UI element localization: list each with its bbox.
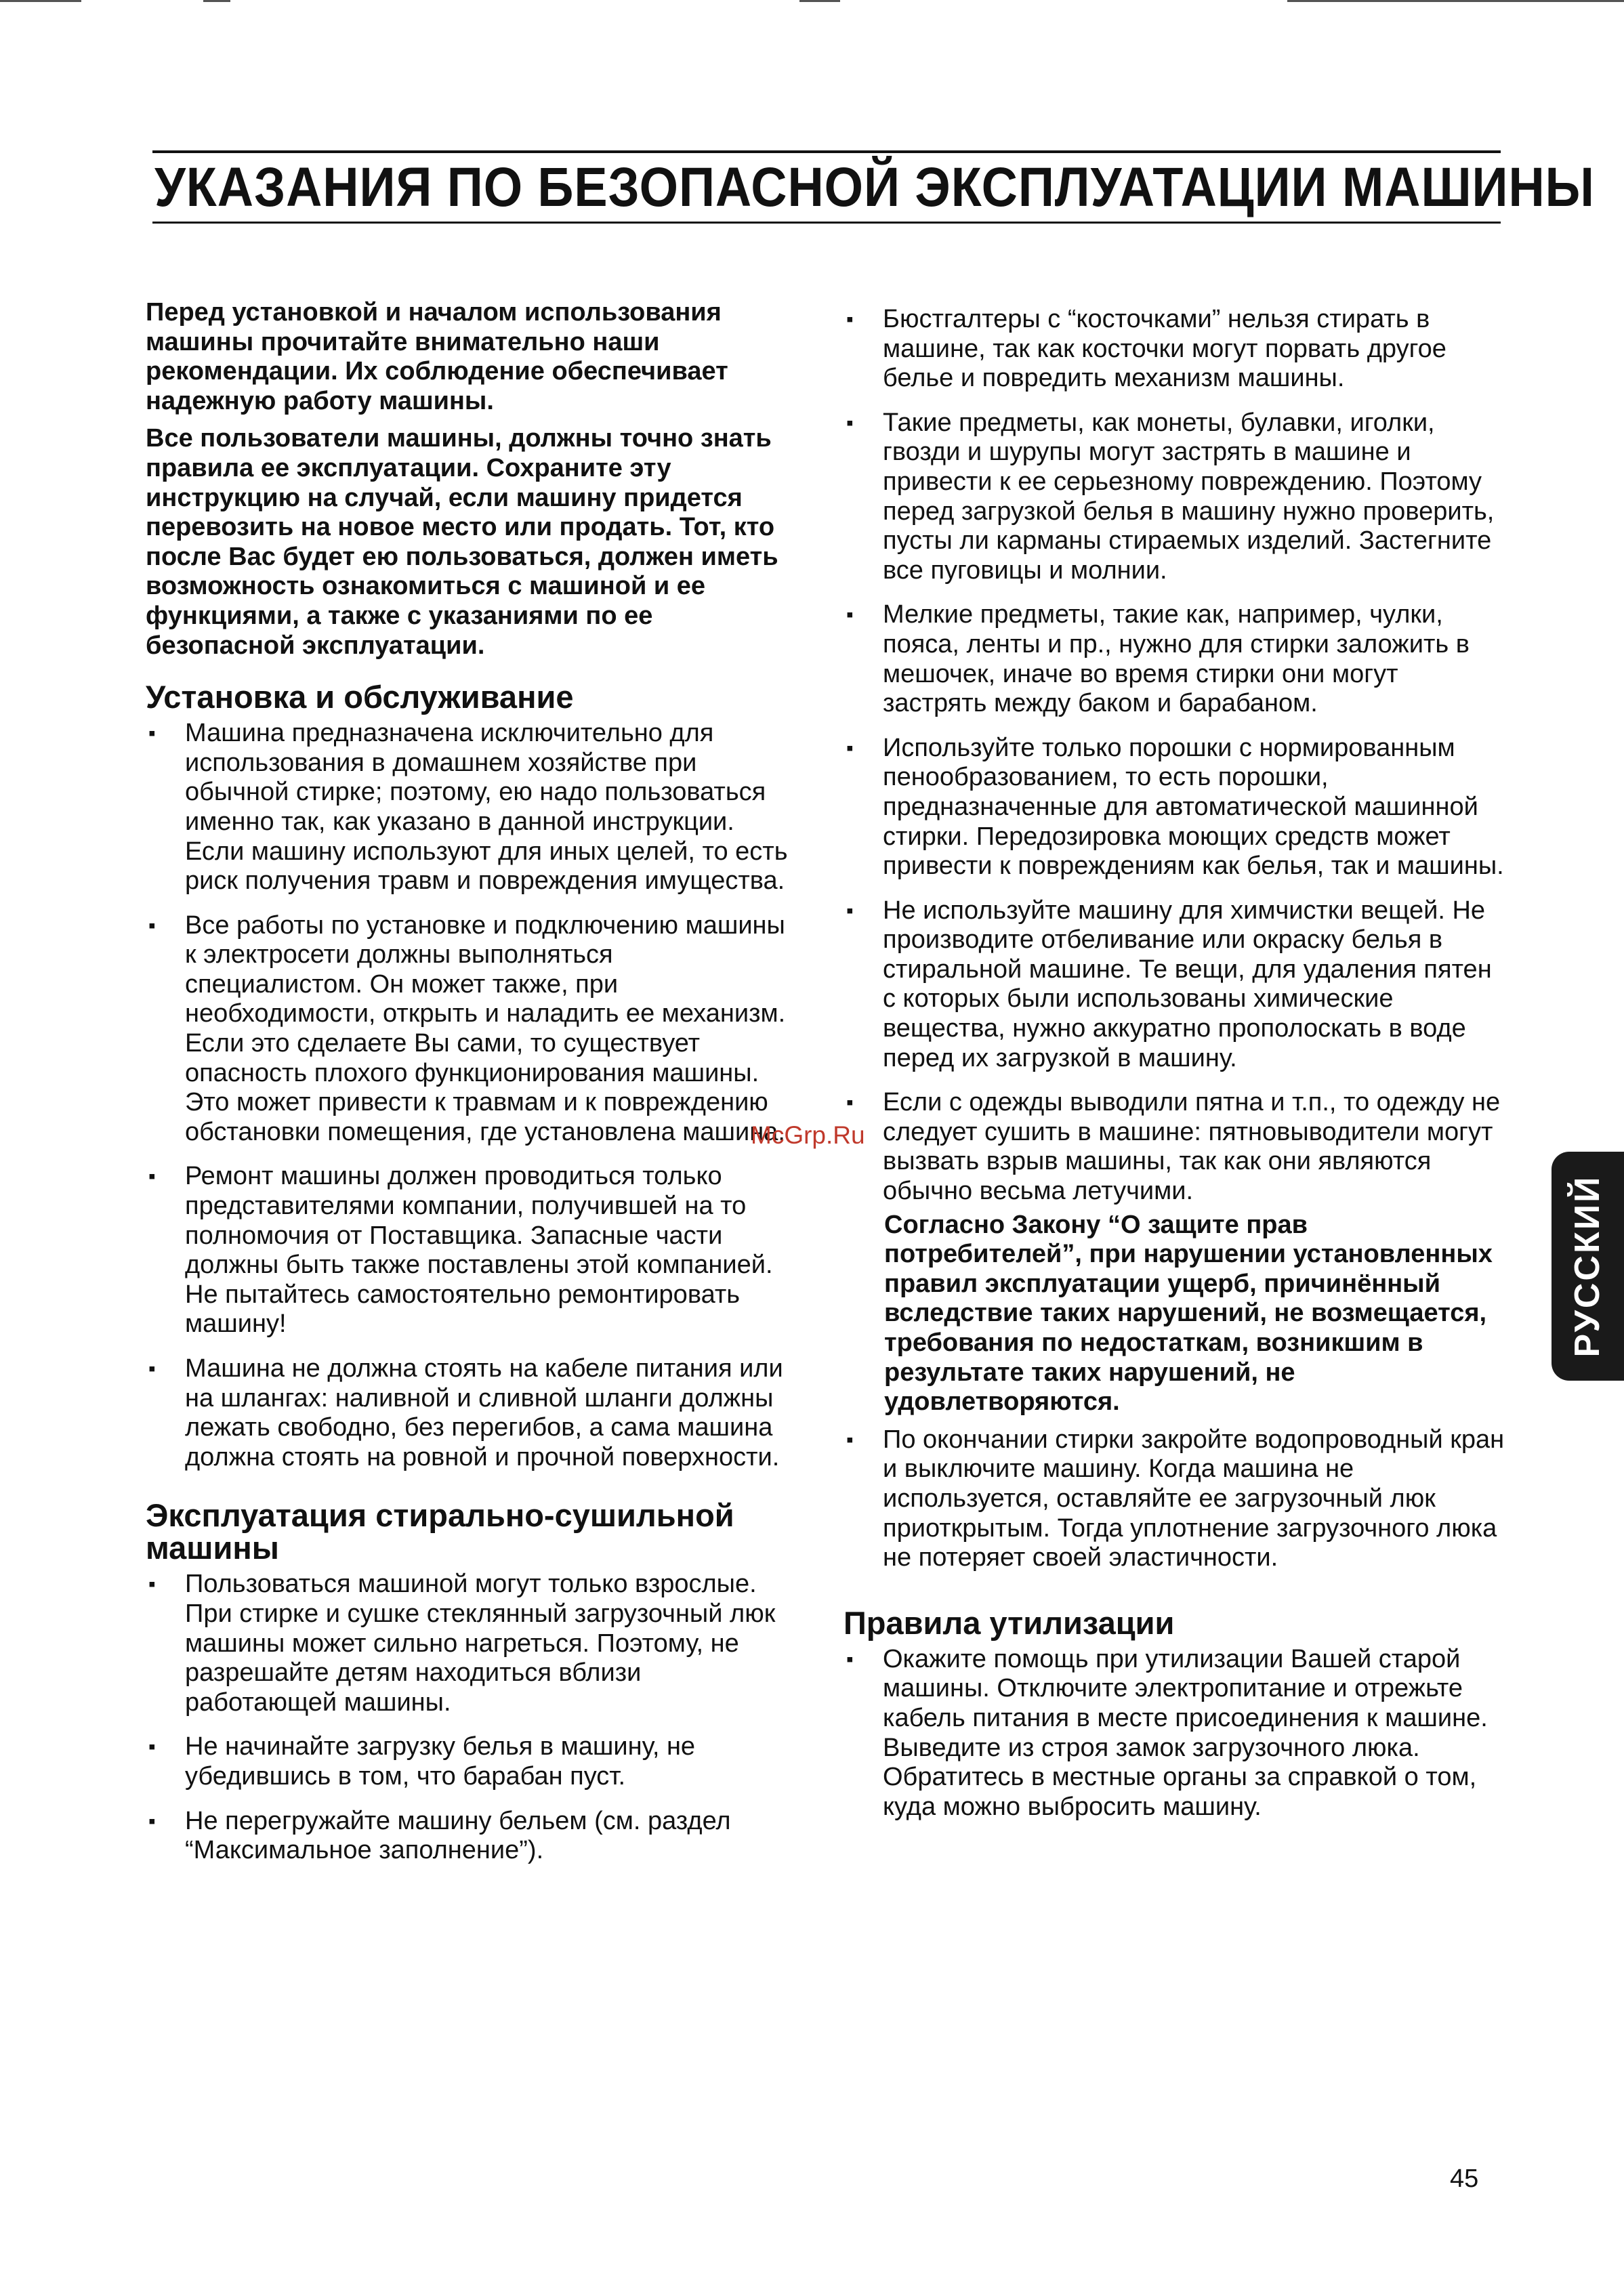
list-item: ▪ Пользоваться машиной могут только взрослые. При стирке и сушке стеклянный загрузочный люк машины может сильно нагреться. Поэтому, не разрешайте детям находиться вблизи работающей машины. — [146, 1570, 796, 1717]
title-rule-top — [152, 150, 1501, 153]
operation-list-right — [844, 305, 1507, 1207]
list-item: ▪ Такие предметы, как монеты, булавки, иголки, гвозди и шурупы могут застрять в машине и привести к ее серьезному повреждению. Поэтому перед загрузкой белья в машину нужно проверить, пусты ли карманы стираемых изделий. Застегните все пуговицы и молнии. — [844, 409, 1507, 586]
operation-list-final — [844, 1425, 1507, 1573]
list-item: ▪ Мелкие предметы, такие как, например, чулки, пояса, ленты и пр., нужно для стирки заложить в мешочек, иначе во время стирки они могут застрять между баком и барабаном. — [844, 600, 1507, 718]
page-number: 45 — [1450, 2165, 1479, 2193]
install-list — [146, 719, 796, 1472]
list-item: ▪ По окончании стирки закройте водопроводный кран и выключите машину. Когда машина не используется, оставляйте ее загрузочный люк приоткрытым. Тогда уплотнение загрузочного люка не потеряет своей эластичности. — [844, 1425, 1507, 1573]
list-item: ▪ Ремонт машины должен проводиться только представителями компании, получившей на то полномочия от Поставщика. Запасные части должны быть также поставлены этой компанией. Не пытайтесь самостоятельно ремонтировать машину! — [146, 1162, 796, 1339]
list-item: ▪ Все работы по установке и подключению машины к электросети должны выполняться специалистом. Он может также, при необходимости, открыть и наладить ее механизм. Если это сделаете Вы сами, то существует опасность плохого функционирования машины. Это может привести к травмам и к повреждению обстановки помещения, где установлена машина. — [146, 911, 796, 1148]
section-heading-operation: Эксплуатация стирально-сушильной машины — [146, 1497, 734, 1566]
intro-paragraph: Все пользователи машины, должны точно знать правила ее эксплуатации. Сохраните эту инструкцию на случай, если машину придется перевозить на новое место или продать. Тот, кто после Вас будет ею пользоваться, должен иметь возможность ознакомиться с машиной и ее функциями, а также с указаниями по ее безопасной эксплуатации. — [146, 424, 778, 660]
list-item: ▪ Машина не должна стоять на кабеле питания или на шлангах: наливной и сливной шланги должны лежать свободно, без перегибов, а сама машина должна стоять на ровной и прочной поверхности. — [146, 1354, 796, 1472]
disposal-list — [844, 1645, 1507, 1822]
list-item: ▪ Не используйте машину для химчистки вещей. Не производите отбеливание или окраску белья в стиральной машине. Те вещи, для удаления пятен с которых были использованы химические вещества, нужно аккуратно прополоскать в воде перед их загрузкой в машину. — [844, 896, 1507, 1074]
watermark: McGrp.Ru — [751, 1121, 865, 1149]
section-heading-install: Установка и обслуживание — [146, 679, 574, 715]
section-heading-disposal: Правила утилизации — [844, 1604, 1175, 1641]
intro-paragraph: Перед установкой и началом использования машины прочитайте внимательно наши рекомендации. Их соблюдение обеспечивает надежную работу машины. — [146, 298, 728, 415]
left-column — [146, 298, 796, 1881]
language-tab-label: РУССКИЙ — [1568, 1175, 1607, 1358]
list-item: ▪ Не начинайте загрузку белья в машину, не убедившись в том, что барабан пуст. — [146, 1732, 796, 1791]
title-rule-bottom — [152, 222, 1501, 224]
list-item: ▪ Не перегружайте машину бельем (см. раздел “Максимальное заполнение”). — [146, 1807, 796, 1866]
operation-list-left — [146, 1570, 796, 1865]
list-item: ▪ Используйте только порошки с нормированным пенообразованием, то есть порошки, предназначенные для автоматической машинной стирки. Передозировка моющих средств может привести к повреждениям как белья, так и машины. — [844, 734, 1507, 881]
list-item: ▪ Машина предназначена исключительно для использования в домашнем хозяйстве при обычной стирке; поэтому, ею надо пользоваться именно так, как указано в данной инструкции. Если машину используют для иных целей, то есть риск получения травм и повреждения имущества. — [146, 719, 796, 896]
scan-top-edge — [0, 0, 1624, 5]
right-column — [844, 305, 1507, 1837]
list-item: ▪ Если с одежды выводили пятна и т.п., то одежду не следует сушить в машине: пятновыводители могут вызвать взрыв машины, так как они являются обычно весьма летучими. — [844, 1088, 1507, 1206]
list-item: ▪ Бюстгалтеры с “косточками” нельзя стирать в машине, так как косточки могут порвать другое белье и повредить механизм машины. — [844, 305, 1507, 394]
page-title: УКАЗАНИЯ ПО БЕЗОПАСНОЙ ЭКСПЛУАТАЦИИ МАШИНЫ — [154, 156, 1595, 218]
law-note: Согласно Закону “О защите прав потребителей”, при нарушении установленных правил эксплуатации ущерб, причинённый вследствие таких нарушений, не возмещается, требования по недостаткам, возникшим в результате таких нарушений, не удовлетворяются. — [884, 1210, 1493, 1417]
language-tab — [1552, 1152, 1624, 1381]
list-item: ▪ Окажите помощь при утилизации Вашей старой машины. Отключите электропитание и отрежьте кабель питания в месте присоединения к машине. Выведите из строя замок загрузочного люка. Обратитесь в местные органы за справкой о том, куда можно выбросить машину. — [844, 1645, 1507, 1822]
